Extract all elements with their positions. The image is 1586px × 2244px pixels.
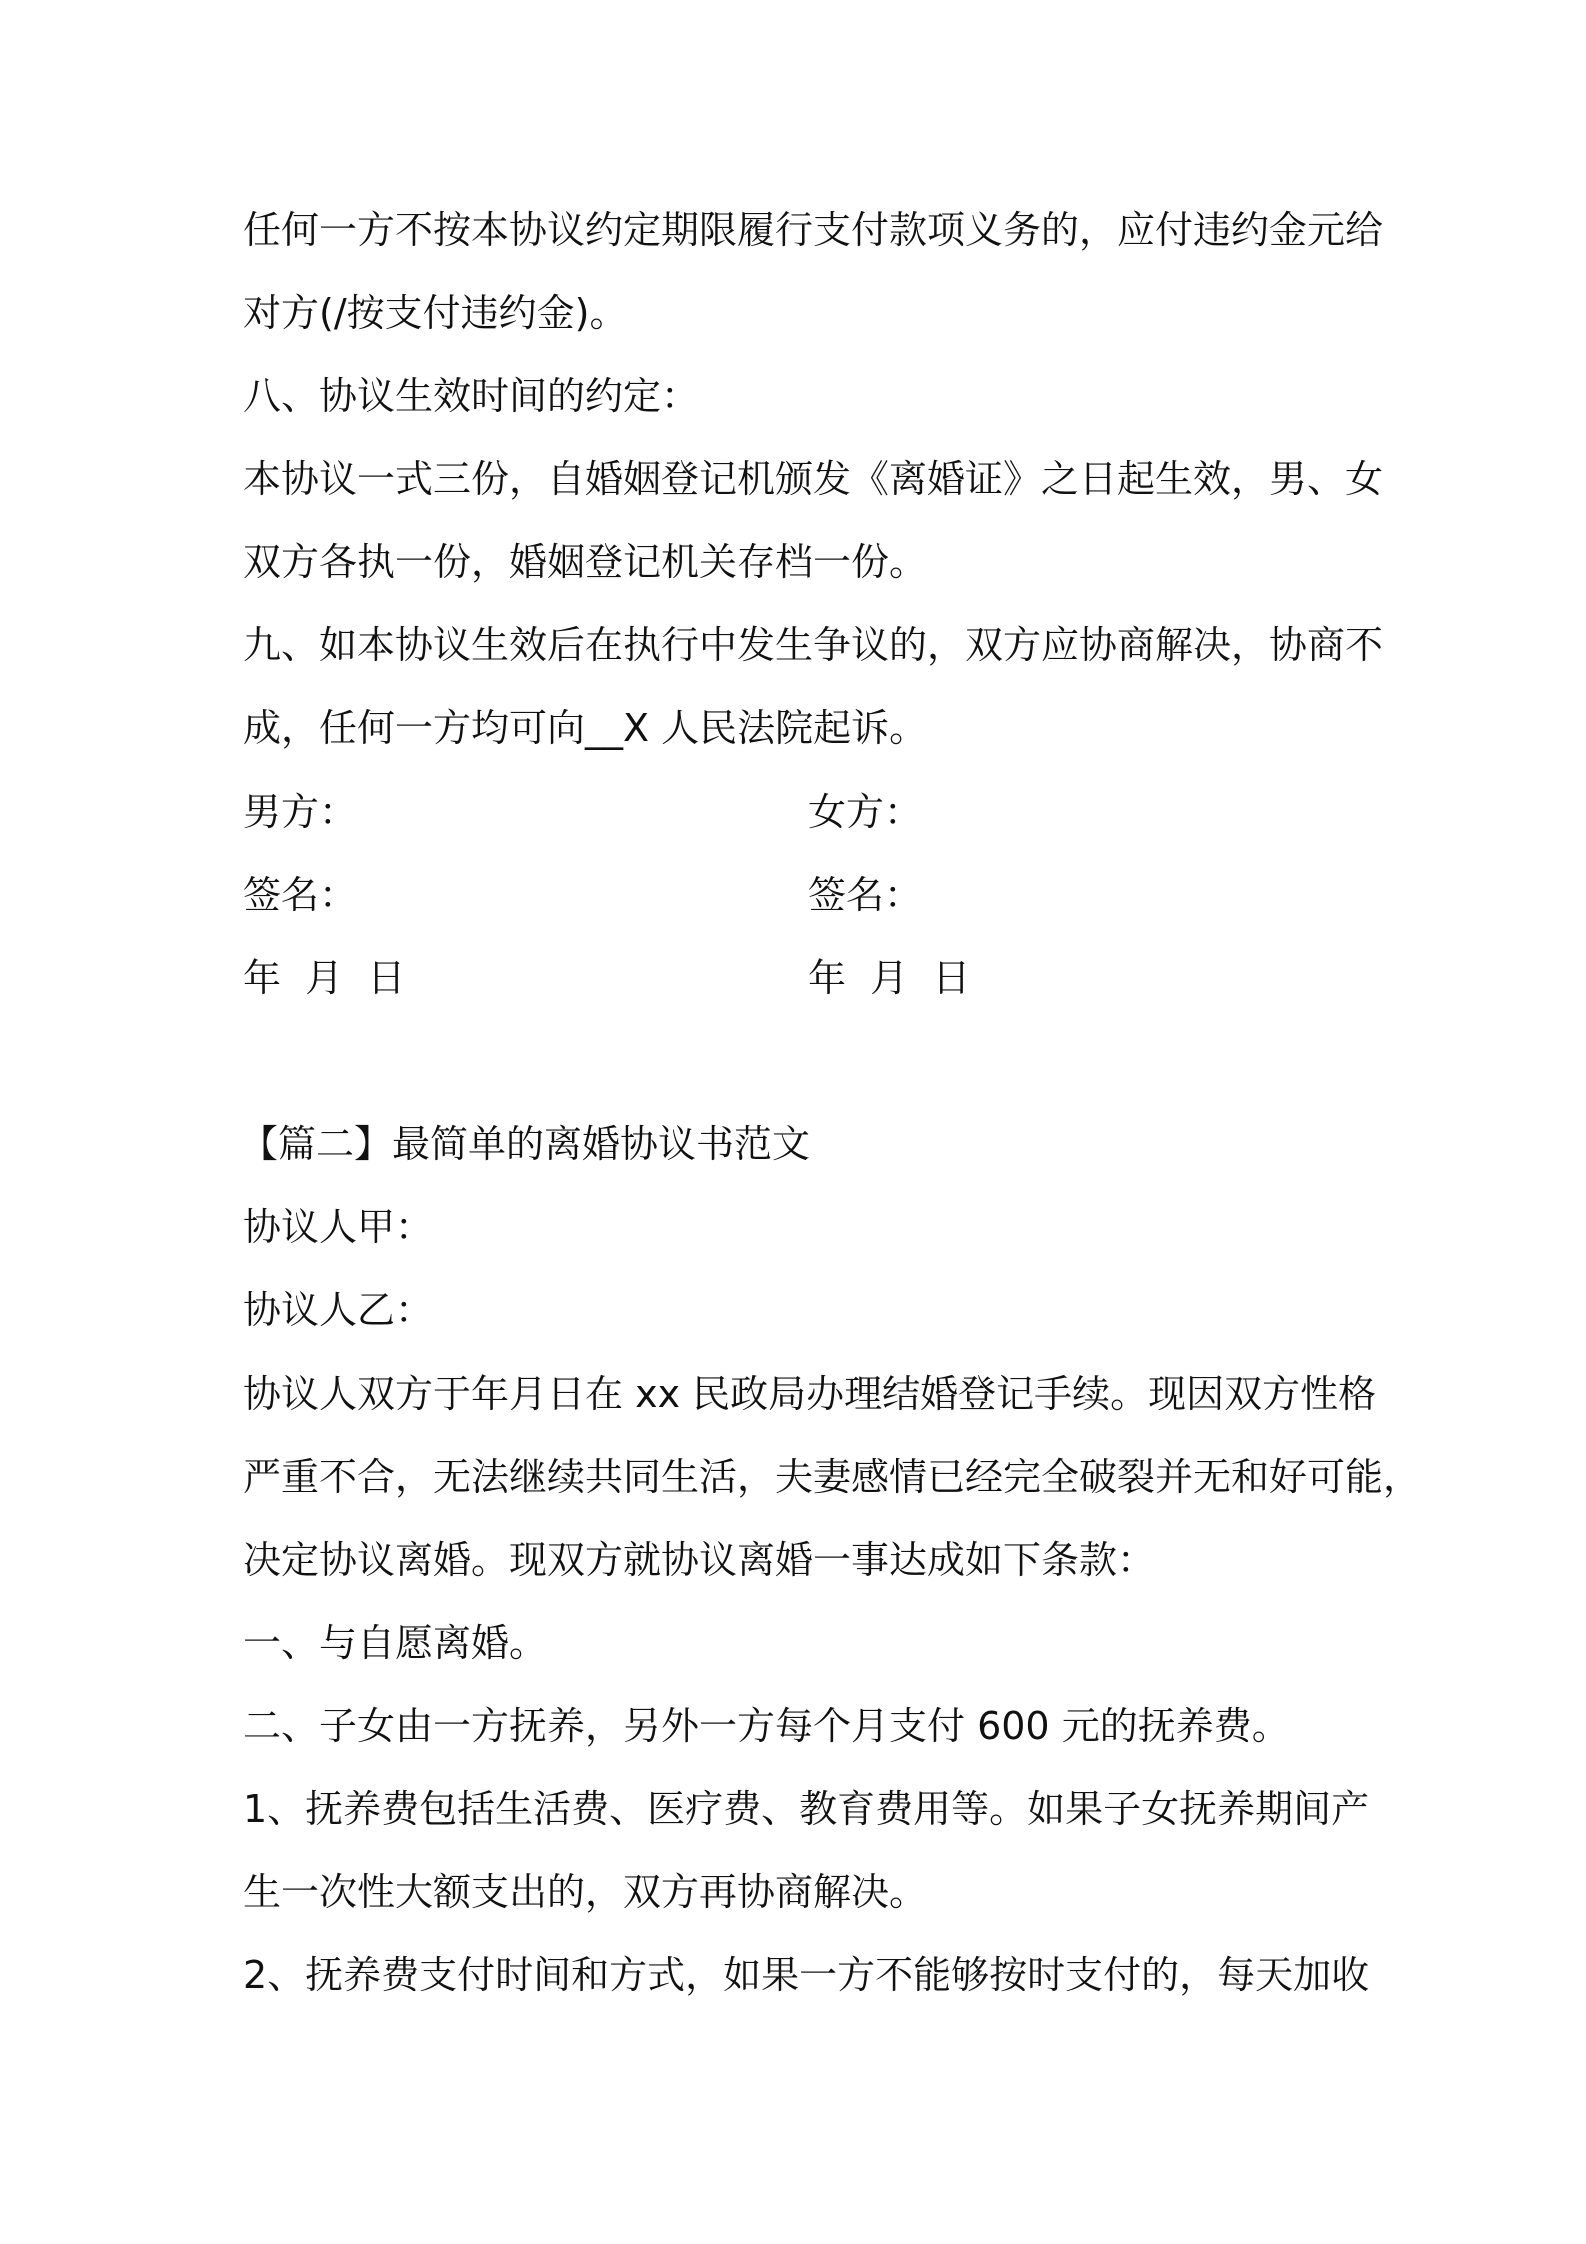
date-right: 年 月 日 (808, 956, 971, 1000)
signature-sign-row (243, 870, 1363, 920)
article-title: 【篇二】最简单的离婚协议书范文 (240, 1122, 811, 1166)
sign-label-right: 签名： (808, 873, 923, 917)
paragraph-line: 严重不合，无法继续共同生活，夫妻感情已经完全破裂并无和好可能， (243, 1455, 1422, 1499)
clause-line: 一、与自愿离婚。 (243, 1621, 548, 1665)
paragraph-line: 协议人双方于年月日在 xx 民政局办理结婚登记手续。现因双方性格 (243, 1372, 1377, 1416)
male-party-label: 男方： (243, 790, 358, 834)
paragraph-line: 双方各执一份，婚姻登记机关存档一份。 (243, 540, 928, 584)
clause-line: 1、抚养费包括生活费、医疗费、教育费用等。如果子女抚养期间产 (243, 1787, 1370, 1831)
party-a-label: 协议人甲： (243, 1205, 434, 1249)
clause-line: 生一次性大额支出的，双方再协商解决。 (243, 1870, 928, 1914)
section-heading: 八、协议生效时间的约定： (243, 374, 700, 418)
paragraph-line: 成，任何一方均可向__X 人民法院起诉。 (243, 706, 928, 750)
clause-line: 二、子女由一方抚养，另外一方每个月支付 600 元的抚养费。 (243, 1704, 1290, 1748)
sign-label-left: 签名： (243, 873, 358, 917)
clause-line: 2、抚养费支付时间和方式，如果一方不能够按时支付的，每天加收 (243, 1953, 1370, 1997)
party-b-label: 协议人乙： (243, 1288, 434, 1332)
paragraph-line: 本协议一式三份，自婚姻登记机颁发《离婚证》之日起生效，男、女 (243, 457, 1384, 501)
paragraph-line: 决定协议离婚。现双方就协议离婚一事达成如下条款： (243, 1538, 1156, 1582)
date-left: 年 月 日 (243, 956, 406, 1000)
signature-date-row (243, 953, 1363, 1003)
paragraph-line: 九、如本协议生效后在执行中发生争议的，双方应协商解决，协商不 (243, 623, 1384, 667)
female-party-label: 女方： (808, 790, 923, 834)
paragraph-line: 任何一方不按本协议约定期限履行支付款项义务的，应付违约金元给 (243, 208, 1384, 252)
paragraph-line: 对方(/按支付违约金)。 (243, 291, 628, 335)
signature-party-row (243, 787, 1363, 837)
